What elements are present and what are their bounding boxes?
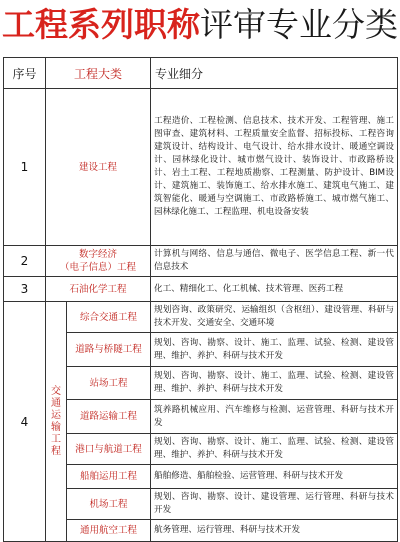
table-row: [4, 277, 398, 302]
category-name: [46, 246, 151, 277]
subcategory-detail: 船舶修造、船舶检验、运营管理、科研与技术开发: [151, 465, 398, 489]
category-name: 建设工程: [46, 89, 151, 246]
subcategory-detail: 规划咨询、政策研究、运输组织（含枢纽）、建设管理、科研与技术开发、交通安全、交通环境: [151, 302, 398, 333]
subcategory-detail: 规划、咨询、勘察、设计、施工、监理、试验、检测、建设管理、维护、养护、科研与技术开发: [151, 434, 398, 465]
subcategory-name: 站场工程: [67, 367, 151, 400]
subcategory-name: 通用航空工程: [67, 520, 151, 542]
subcategory-name: 道路运输工程: [67, 400, 151, 434]
subcategory-name: 综合交通工程: [67, 302, 151, 333]
subcategory-detail: 筑养路机械应用、汽车维修与检测、运营管理、科研与技术开发: [151, 400, 398, 434]
table-row: [4, 246, 398, 277]
subcategory-list: 工程造价、工程检测、信息技术、技术开发、工程管理、施工图审查、建筑材料、工程质量安全监督、招标投标、工程咨询建筑设计、结构设计、电气设计、给水排水设计、暖通空调设计、园林绿化设计、城市燃气设计、装饰设计、市政路桥设计、岩土工程、工程地质勘察、工程测量、防护设计、BIM设计、建筑施工、装饰施工、给水排水施工、建筑电气施工、建筑智能化、暖通与空调施工、市政路桥施工、城市燃气施工、园林绿化施工、工程监理、机电设备安装: [151, 89, 398, 246]
row-number: 1: [4, 89, 46, 246]
header-no: 序号: [4, 58, 46, 89]
row-number: 4: [4, 302, 46, 542]
subcategory-detail: 规划、咨询、勘察、设计、施工、监理、试验、检测、建设管理、维护、养护、科研与技术开发: [151, 333, 398, 367]
row-number: 2: [4, 246, 46, 277]
subcategory-name: 机场工程: [67, 489, 151, 520]
page-title: [0, 0, 400, 50]
subcategory-list: 化工、精细化工、化工机械、技术管理、医药工程: [151, 277, 398, 302]
category-name: 石油化学工程: [46, 277, 151, 302]
subcategory-list: 计算机与网络、信息与通信、微电子、医学信息工程、新一代信息技术: [151, 246, 398, 277]
header-category: 工程大类: [46, 58, 151, 89]
subcategory-detail: 航务管理、运行管理、科研与技术开发: [151, 520, 398, 542]
classification-table: [3, 57, 398, 542]
table-row: [4, 89, 398, 246]
category-name-vertical: 交通运输工程: [51, 385, 61, 457]
page-title-red: 工程系列职称: [2, 5, 200, 44]
subcategory-detail: 规划、咨询、勘察、设计、建设管理、运行管理、科研与技术开发: [151, 489, 398, 520]
subcategory-name: 港口与航道工程: [67, 434, 151, 465]
table-row: [4, 302, 398, 333]
page-title-black: 评审专业分类: [200, 5, 398, 44]
category-name-line1: 数字经济: [79, 249, 118, 260]
table-header-row: [4, 58, 398, 89]
row-number: 3: [4, 277, 46, 302]
category-name-line2: （电子信息）工程: [60, 262, 137, 273]
subcategory-detail: 规划、咨询、勘察、设计、施工、监理、试验、检测、建设管理、维护、养护、科研与技术开发: [151, 367, 398, 400]
category-name: [46, 302, 67, 542]
subcategory-name: 道路与桥隧工程: [67, 333, 151, 367]
subcategory-name: 船舶运用工程: [67, 465, 151, 489]
header-subcategory: 专业细分: [151, 58, 398, 89]
